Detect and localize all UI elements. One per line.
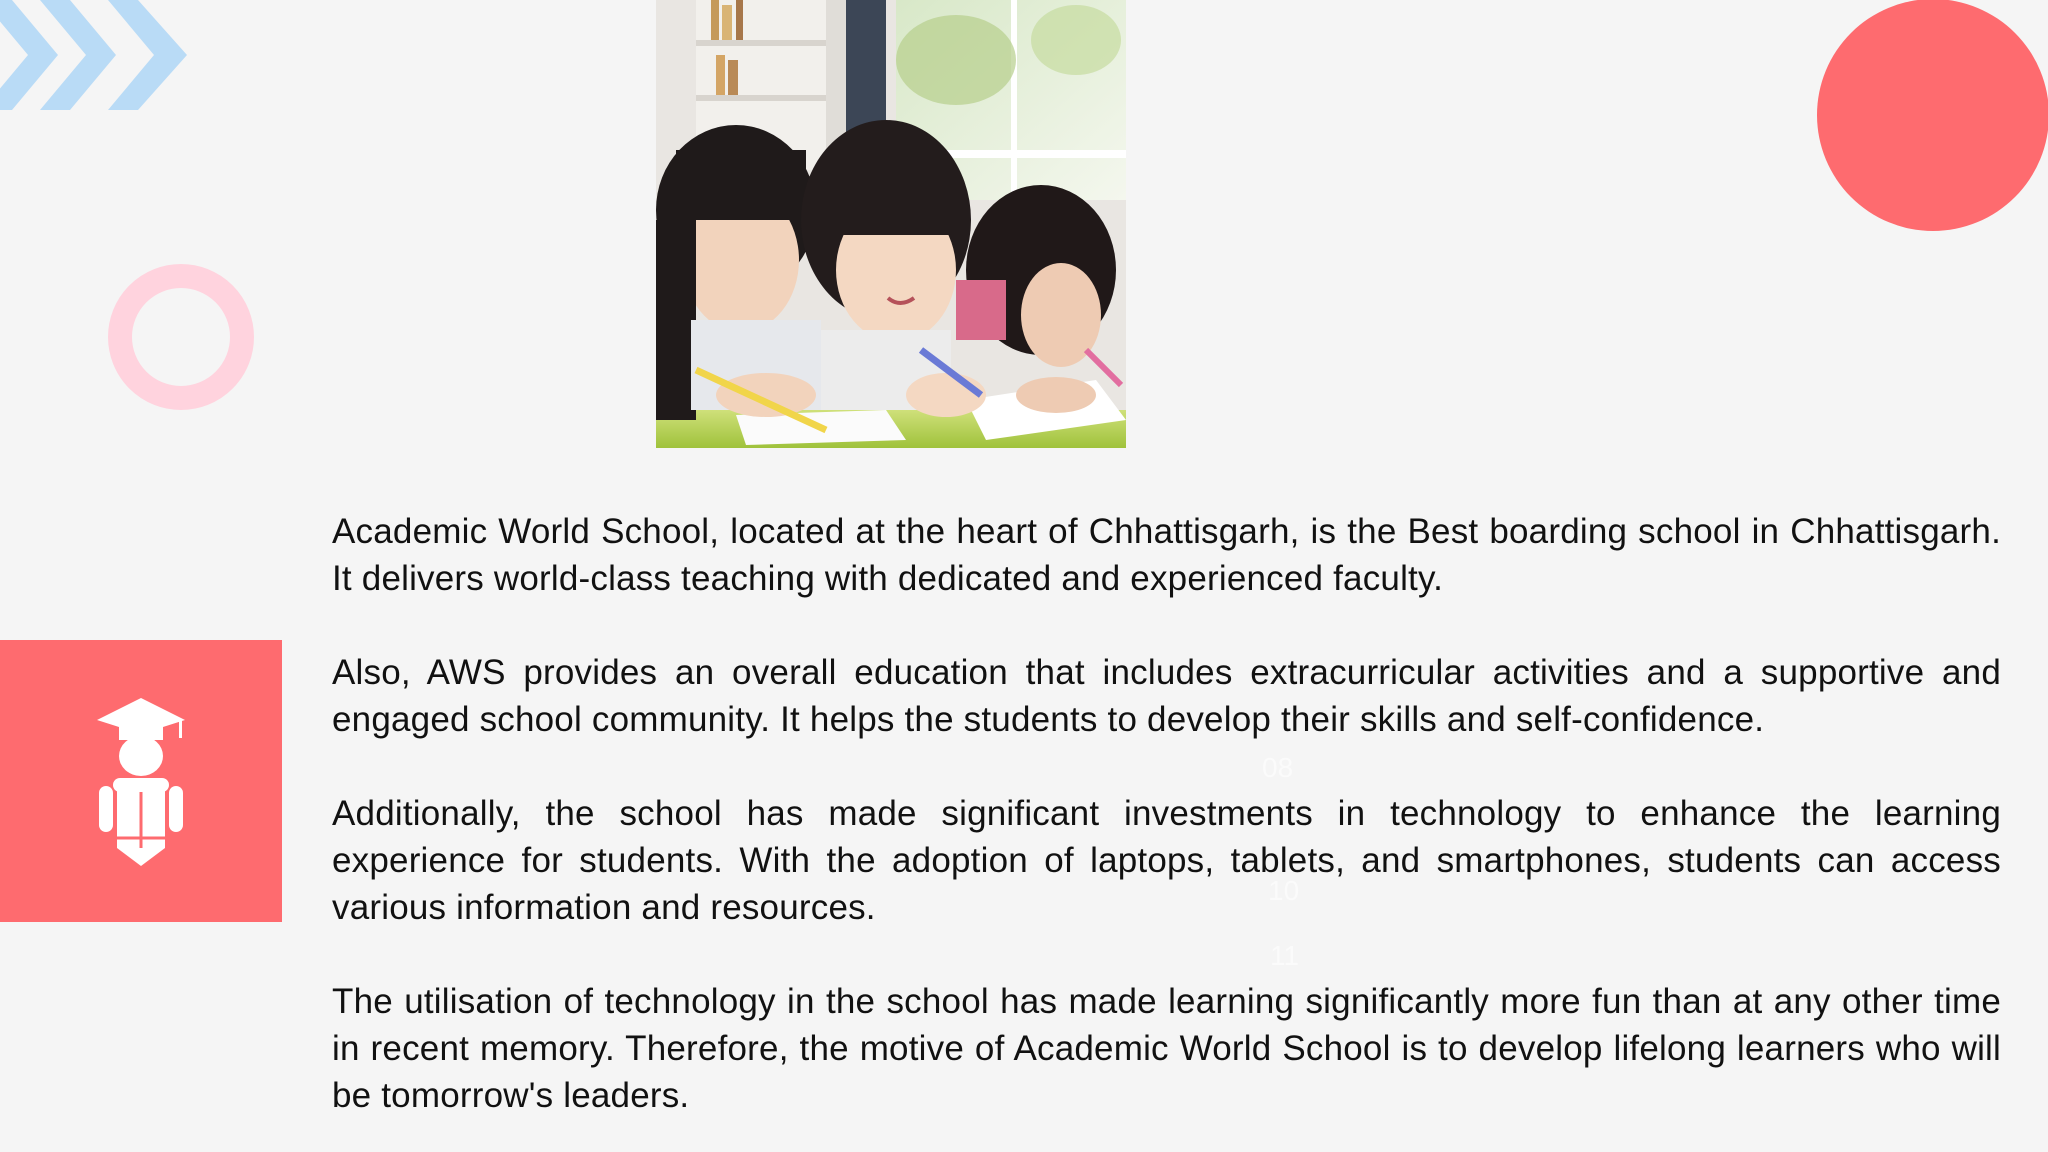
students-drawing-image: [656, 0, 1126, 448]
graduate-icon-panel: [0, 640, 282, 922]
paragraph-education: Also, AWS provides an overall education that includes extracurricular activities and a supportive and engaged school community. It helps the students to develop their skills and self-confidence.: [332, 653, 2001, 739]
chevrons-decoration: [0, 0, 190, 110]
ghost-number: 08: [1262, 752, 1294, 783]
students-photo: [656, 0, 1126, 448]
ring-decoration: [108, 264, 254, 410]
graduate-pencil-icon: [97, 698, 185, 866]
paragraph-technology: Additionally, the school has made significant investments in technology to enhance the learning experience for students. With the adoption of laptops, tablets, and smartphones, students can access various information and resources.: [332, 794, 2001, 927]
circle-decoration: [1817, 0, 2048, 231]
paragraph-intro: Academic World School, located at the heart of Chhattisgarh, is the Best boarding school in Chhattisgarh. It delivers world-class teaching with dedicated and experienced faculty.: [332, 512, 2001, 598]
body-text: [332, 508, 2001, 1119]
ghost-number: 11: [1270, 940, 1300, 971]
paragraph-motive: The utilisation of technology in the school has made learning significantly more fun than at any other time in recent memory. Therefore, the motive of Academic World School is to develop lifelong learners who will be tomorrow's leaders.: [332, 982, 2001, 1115]
chevron-right-icon: [0, 0, 190, 110]
ghost-number: 10: [1268, 875, 1300, 906]
